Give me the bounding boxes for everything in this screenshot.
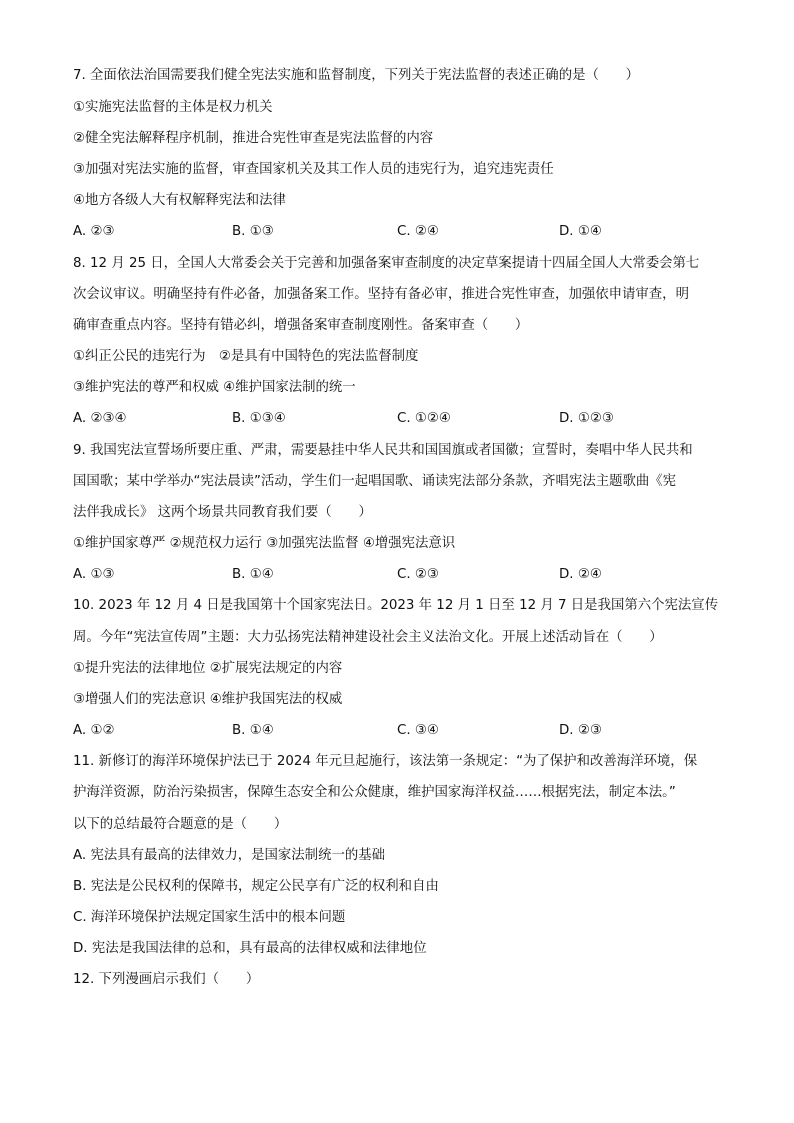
question-8-stem-line-2: 次会议审议。明确坚持有件必备，加强备案工作。坚持有备必审，推进合宪性审查，加强依申请审查，明 [73, 287, 689, 302]
question-8-option-b: B. ①③④ [232, 411, 286, 426]
question-9-stem-line-1: 9. 我国宪法宣誓场所要庄重、严肃，需要悬挂中华人民共和国国旗或者国徽；宣誓时，奏唱中华人民共和 [73, 443, 693, 458]
question-7-options [73, 222, 723, 242]
question-11-stem-line-3: 以下的总结最符合题意的是（ ） [73, 817, 288, 832]
question-7-item-2: ②健全宪法解释程序机制，推进合宪性审查是宪法监督的内容 [73, 131, 434, 146]
question-8-option-d: D. ①②③ [559, 411, 614, 426]
question-10-option-b: B. ①④ [232, 723, 274, 738]
question-7-item-1: ①实施宪法监督的主体是权力机关 [73, 100, 273, 115]
question-8-options [73, 409, 723, 429]
question-8-item-1: ①纠正公民的违宪行为 ②是具有中国特色的宪法监督制度 [73, 349, 419, 364]
question-9-option-d: D. ②④ [559, 567, 602, 582]
question-7-option-a: A. ②③ [73, 224, 115, 239]
question-7-item-4: ④地方各级人大有权解释宪法和法律 [73, 193, 286, 208]
question-9-option-a: A. ①③ [73, 567, 115, 582]
question-10-option-d: D. ②③ [559, 723, 602, 738]
question-9-option-b: B. ①④ [232, 567, 274, 582]
question-11-option-c: C. 海洋环境保护法规定国家生活中的根本问题 [73, 910, 346, 925]
question-7-item-3: ③加强对宪法实施的监督，审查国家机关及其工作人员的违宪行为，追究违宪责任 [73, 162, 554, 177]
question-10-stem-line-2: 周。今年“宪法宣传周”主题：大力弘扬宪法精神建设社会主义法治文化。开展上述活动旨在（ ） [73, 630, 663, 645]
question-8-stem-line-1: 8. 12 月 25 日，全国人大常委会关于完善和加强备案审查制度的决定草案提请十四届全国人大常委会第七 [73, 256, 700, 271]
question-7-stem: 7. 全面依法治国需要我们健全宪法实施和监督制度，下列关于宪法监督的表述正确的是（ ） [73, 68, 640, 83]
question-11-stem-line-1: 11. 新修订的海洋环境保护法已于 2024 年元旦起施行，该法第一条规定：“为了保护和改善海洋环境，保 [73, 754, 698, 769]
question-10-stem-line-1: 10. 2023 年 12 月 4 日是我国第十个国家宪法日。2023 年 12 月 1 日至 12 月 7 日是我国第六个宪法宣传 [73, 598, 719, 613]
question-11-stem-line-2: 护海洋资源，防治污染损害，保障生态安全和公众健康，维护国家海洋权益……根据宪法，制定本法。” [73, 785, 676, 800]
question-10-option-c: C. ③④ [397, 723, 439, 738]
question-12-stem: 12. 下列漫画启示我们（ ） [73, 972, 260, 987]
question-10-options [73, 721, 723, 741]
question-9-option-c: C. ②③ [397, 567, 439, 582]
question-8-option-a: A. ②③④ [73, 411, 127, 426]
question-10-option-a: A. ①② [73, 723, 115, 738]
question-11-option-a: A. 宪法具有最高的法律效力，是国家法制统一的基础 [73, 848, 386, 863]
question-10-item-1: ①提升宪法的法律地位 ②扩展宪法规定的内容 [73, 661, 343, 676]
question-8-item-2: ③维护宪法的尊严和权威 ④维护国家法制的统一 [73, 380, 356, 395]
question-11-option-b: B. 宪法是公民权利的保障书，规定公民享有广泛的权利和自由 [73, 879, 439, 894]
question-7-option-b: B. ①③ [232, 224, 274, 239]
question-8-stem-line-3: 确审查重点内容。坚持有错必纠，增强备案审查制度刚性。备案审查（ ） [73, 318, 529, 333]
question-10-item-2: ③增强人们的宪法意识 ④维护我国宪法的权威 [73, 692, 343, 707]
question-7-option-c: C. ②④ [397, 224, 439, 239]
question-7-option-d: D. ①④ [559, 224, 602, 239]
question-11-option-d: D. 宪法是我国法律的总和，具有最高的法律权威和法律地位 [73, 941, 427, 956]
question-9-item-1: ①维护国家尊严 ②规范权力运行 ③加强宪法监督 ④增强宪法意识 [73, 536, 456, 551]
question-9-stem-line-2: 国国歌；某中学举办“宪法晨读”活动，学生们一起唱国歌、诵读宪法部分条款，齐唱宪法主题歌曲《宪 [73, 474, 677, 489]
question-8-option-c: C. ①②④ [397, 411, 451, 426]
question-9-stem-line-3: 法伴我成长》 这两个场景共同教育我们要（ ） [73, 505, 372, 520]
question-9-options [73, 565, 723, 585]
